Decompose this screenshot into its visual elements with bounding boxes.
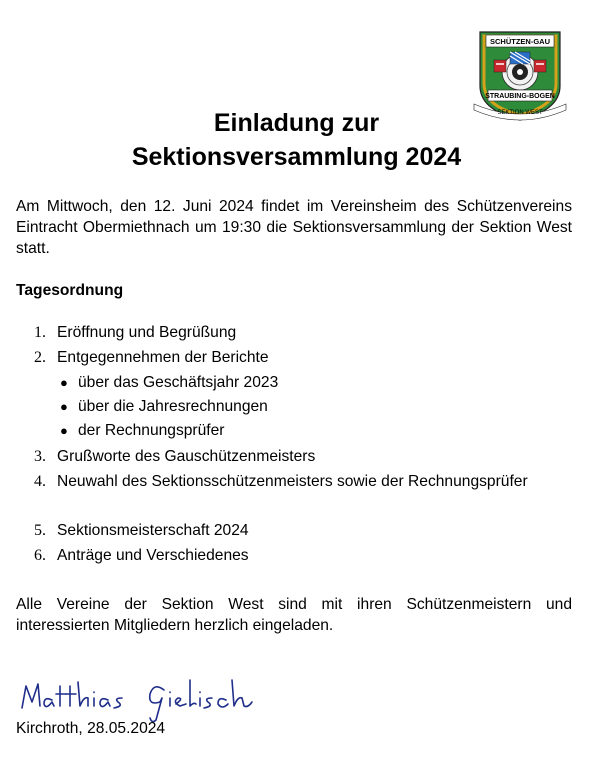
- bullet-icon: ●: [60, 399, 68, 414]
- agenda-item-text: Anträge und Verschiedenes: [57, 547, 249, 564]
- agenda-subitem-text: über das Geschäftsjahr 2023: [78, 374, 279, 391]
- agenda-item-number: 1.: [34, 324, 46, 341]
- agenda-item-text: Sektionsmeisterschaft 2024: [57, 522, 249, 539]
- intro-paragraph: Am Mittwoch, den 12. Juni 2024 findet im Vereinsheim des Schützenvereins Eintracht Obermiethnach um 19:30 die Sektionsversammlung der Sektion West statt.: [16, 198, 572, 257]
- bullet-icon: ●: [60, 423, 68, 438]
- agenda-item-text: Entgegennehmen der Berichte: [57, 349, 269, 366]
- logo-bottom-text: STRAUBING-BOGEN: [485, 93, 555, 100]
- handwritten-signature: [14, 672, 254, 724]
- agenda-item-text: Grußworte des Gauschützenmeisters: [57, 448, 316, 465]
- closing-paragraph: Alle Vereine der Sektion West sind mit ihren Schützenmeistern und interessierten Mitgliedern herzlich eingeladen.: [16, 596, 572, 634]
- place-date: Kirchroth, 28.05.2024: [16, 720, 166, 737]
- agenda-subitem-text: über die Jahresrechnungen: [78, 398, 268, 415]
- page-title: [0, 106, 593, 174]
- title-line-2: Sektionsversammlung 2024: [131, 143, 462, 171]
- agenda-item-text: Neuwahl des Sektionsschützenmeisters sowie der Rechnungsprüfer: [57, 473, 528, 490]
- agenda-item-number: 2.: [34, 349, 46, 366]
- agenda-item-number: 6.: [34, 547, 46, 564]
- bullet-icon: ●: [60, 375, 68, 390]
- title-line-1: Einladung zur: [213, 109, 380, 137]
- agenda-item-number: 5.: [34, 522, 46, 539]
- agenda-subitem-text: der Rechnungsprüfer: [78, 422, 225, 439]
- agenda-item-text: Eröffnung und Begrüßung: [57, 324, 237, 341]
- agenda-item-number: 4.: [34, 473, 46, 490]
- agenda-item-number: 3.: [34, 448, 46, 465]
- logo-top-text: SCHÜTZEN-GAU: [490, 37, 550, 46]
- agenda-heading: Tagesordnung: [16, 282, 124, 299]
- logo-ribbon-text: SEKTION WEST: [497, 110, 543, 116]
